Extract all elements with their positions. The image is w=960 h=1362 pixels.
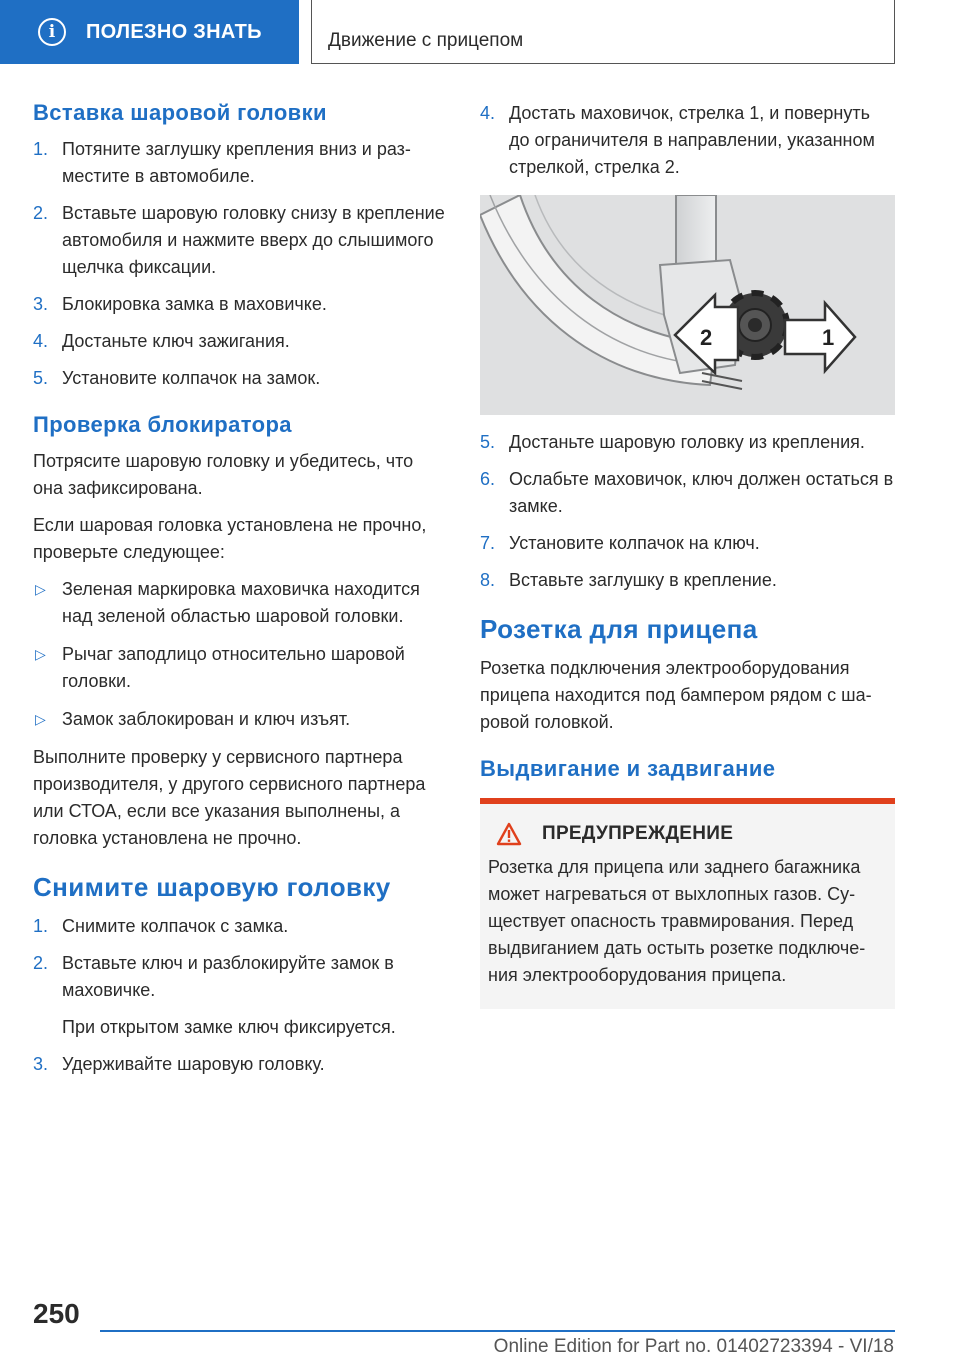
arrow-label-1: 1 — [822, 325, 835, 350]
left-column — [33, 100, 448, 1088]
triangle-right-icon: ▷ — [35, 581, 46, 597]
step-note: При открытом замке ключ фиксируется. — [62, 1017, 396, 1037]
list-item: 8. Вставьте заглушку в крепление. — [480, 570, 777, 590]
footer-edition: Online Edition for Part no. 01402723394 - VI/18 — [493, 1336, 894, 1357]
check-list — [33, 576, 448, 733]
info-icon: i — [38, 18, 66, 46]
triangle-right-icon: ▷ — [35, 646, 46, 662]
list-item: 3. Блокировка замка в маховичке. — [33, 294, 327, 314]
steps-remove — [33, 913, 448, 1004]
heading-trailer-socket: Розетка для прицепа — [480, 614, 758, 644]
steps-remove-right — [480, 100, 895, 181]
list-item: 2. Вставьте ключ и разблокируйте замок в маховичке. — [33, 953, 394, 1000]
steps-insert — [33, 136, 448, 392]
header-tab — [0, 0, 299, 64]
list-item: 2. Вставьте шаровую головку снизу в крепление автомобиля и нажмите вверх до слышимого щелчка фиксации. — [33, 203, 445, 277]
list-item: ▷ Замок заблокирован и ключ изъят. — [33, 706, 448, 733]
header-section-box — [311, 0, 895, 64]
paragraph: Потрясите шаровую головку и убедитесь, что она зафиксирована. — [33, 451, 414, 498]
paragraph: Выполните проверку у сервисного партнера производителя, у другого сервисного партнера или СТОА, если все указания выполнены, а головка установлена не прочно. — [33, 747, 426, 848]
header-tab-label: ПОЛЕЗНО ЗНАТЬ — [86, 20, 262, 43]
list-item: 3. Удерживайте шаровую головку. — [33, 1054, 325, 1074]
list-item: 1. Потяните заглушку крепления вниз и разместите в автомобиле. — [33, 139, 411, 186]
section-title: Движение с прицепом — [328, 30, 524, 51]
list-item: ▷ Зеленая маркировка маховичка находится над зеленой областью шаровой головки. — [33, 576, 448, 630]
warning-triangle-icon — [496, 822, 522, 846]
figure-handwheel — [480, 195, 895, 415]
list-item: 4. Достаньте ключ зажигания. — [33, 331, 290, 351]
list-item: ▷ Рычаг заподлицо относительно шаровой головки. — [33, 641, 448, 695]
heading-extend-retract: Выдвигание и задвигание — [480, 756, 776, 781]
arrow-label-2: 2 — [700, 325, 713, 350]
footer-divider — [100, 1330, 895, 1332]
paragraph: Если шаровая головка установлена не прочно, проверьте следующее: — [33, 515, 427, 562]
steps-remove-right-b — [480, 429, 895, 594]
warning-title: ПРЕДУПРЕЖДЕНИЕ — [542, 823, 734, 844]
warning-box — [480, 798, 895, 1009]
list-item: 6. Ослабьте маховичок, ключ должен остаться в замке. — [480, 469, 894, 516]
triangle-right-icon: ▷ — [35, 711, 46, 727]
list-item: 5. Достаньте шаровую головку из крепления. — [480, 432, 865, 452]
handwheel-illustration — [480, 195, 895, 415]
heading-check-lock: Проверка блокиратора — [33, 412, 292, 437]
list-item: 1. Снимите колпачок с замка. — [33, 916, 289, 936]
steps-remove-cont — [33, 1051, 448, 1078]
page-number: 250 — [33, 1298, 80, 1329]
right-column — [480, 100, 895, 1009]
warning-text: Розетка для прицепа или заднего багажника может нагреваться от выхлопных газов. Существует опасность травмирования. Перед выдвиганием дать остыть розетке подключения электрооборудования прицепа. — [488, 857, 866, 985]
list-item: 7. Установите колпачок на ключ. — [480, 533, 760, 553]
list-item: 5. Установите колпачок на замок. — [33, 368, 321, 388]
heading-insert-ball-head: Вставка шаровой головки — [33, 100, 327, 125]
list-item: 4. Достать маховичок, стрелка 1, и повернуть до ограничителя в направлении, указанном стрелкой, стрелка 2. — [480, 103, 875, 177]
heading-remove-ball-head: Снимите шаровую головку — [33, 872, 391, 902]
paragraph: Розетка подключения электрооборудования прицепа находится под бампером рядом с шаровой головкой. — [480, 658, 872, 732]
